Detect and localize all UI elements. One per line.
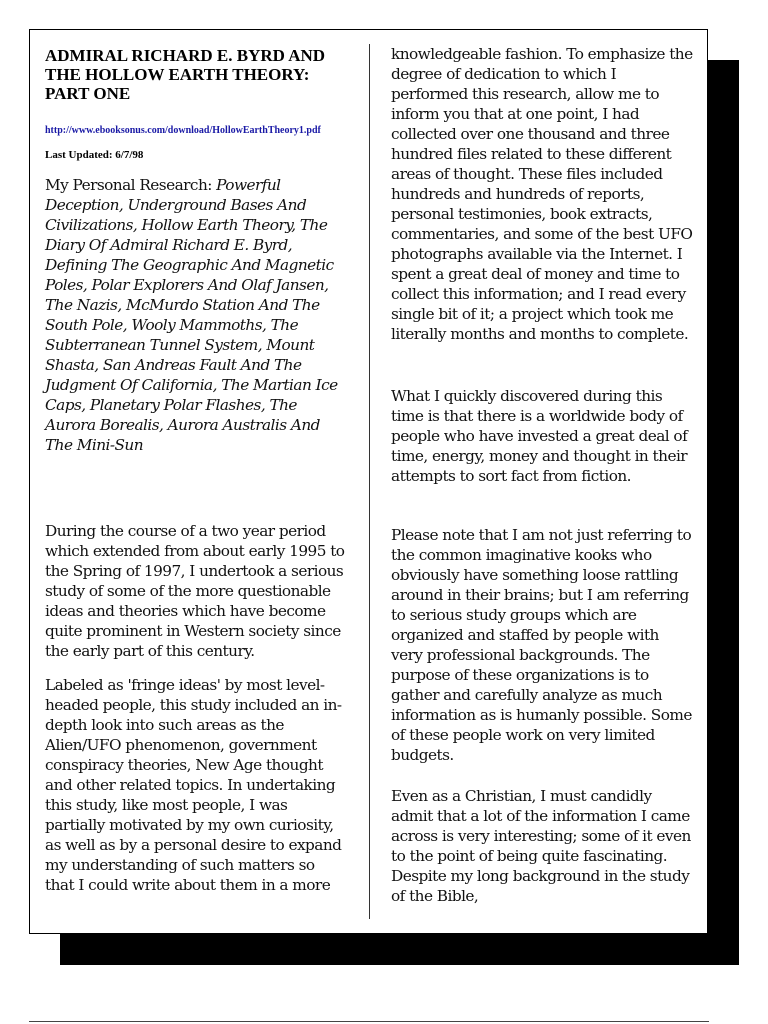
source-url-link[interactable]: http://www.ebooksonus.com/download/HollowEarthTheory1.pdf [45, 125, 321, 136]
research-label: My Personal Research: [45, 176, 212, 194]
last-updated: Last Updated: 6/7/98 [45, 149, 144, 161]
column-divider [369, 44, 370, 919]
document-page [29, 29, 708, 934]
bottom-rule [29, 1021, 709, 1022]
left-paragraph-1: During the course of a two year period which extended from about early 1995 to the Spring of 1997, I undertook a serious study of some of the more questionable ideas and theories which have become quite prominent in Western society since the early part of this century. [45, 522, 345, 660]
document-title: ADMIRAL RICHARD E. BYRD AND THE HOLLOW EARTH THEORY: PART ONE [45, 46, 326, 103]
right-paragraph-1: knowledgeable fashion. To emphasize the degree of dedication to which I performed this research, allow me to inform you that at one point, I had collected over one thousand and three hundred files related to these different areas of thought. These files included hundreds and hundreds of reports, personal testimonies, book extracts, commentaries, and some of the best UFO photographs available via the Internet. I spent a great deal of money and time to collect this information; and I read every single bit of it; a project which took me literally months and months to complete. [391, 45, 693, 343]
research-topics: Powerful Deception, Underground Bases And Civilizations, Hollow Earth Theory, The Diary Of Admiral Richard E. Byrd, Defining The Geographic And Magnetic Poles, Polar Explorers And Olaf Jansen, The Nazis, McMurdo Station And The South Pole, Wooly Mammoths, The Subterranean Tunnel System, Mount Shasta, San Andreas Fault And The Judgment Of California, The Martian Ice Caps, Planetary Polar Flashes, The Aurora Borealis, Aurora Australis And The Mini-Sun [45, 176, 338, 454]
right-paragraph-2: What I quickly discovered during this time is that there is a worldwide body of people who have invested a great deal of time, energy, money and thought in their attempts to sort fact from fiction. [391, 387, 688, 485]
right-paragraph-4: Even as a Christian, I must candidly admit that a lot of the information I came across is very interesting; some of it even to the point of being quite fascinating. Despite my long background in the study of the Bible, [391, 787, 691, 905]
left-paragraph-2: Labeled as 'fringe ideas' by most level-headed people, this study included an in-depth look into such areas as the Alien/UFO phenomenon, government conspiracy theories, New Age thought and other related topics. In undertaking this study, like most people, I was partially motivated by my own curiosity, as well as by a personal desire to expand my understanding of such matters so that I could write about them in a more [45, 676, 342, 894]
right-paragraph-3: Please note that I am not just referring to the common imaginative kooks who obviously have something loose rattling around in their brains; but I am referring to serious study groups which are organized and staffed by people with very professional backgrounds. The purpose of these organizations is to gather and carefully analyze as much information as is humanly possible. Some of these people work on very limited budgets. [391, 526, 692, 764]
research-paragraph [45, 175, 345, 455]
